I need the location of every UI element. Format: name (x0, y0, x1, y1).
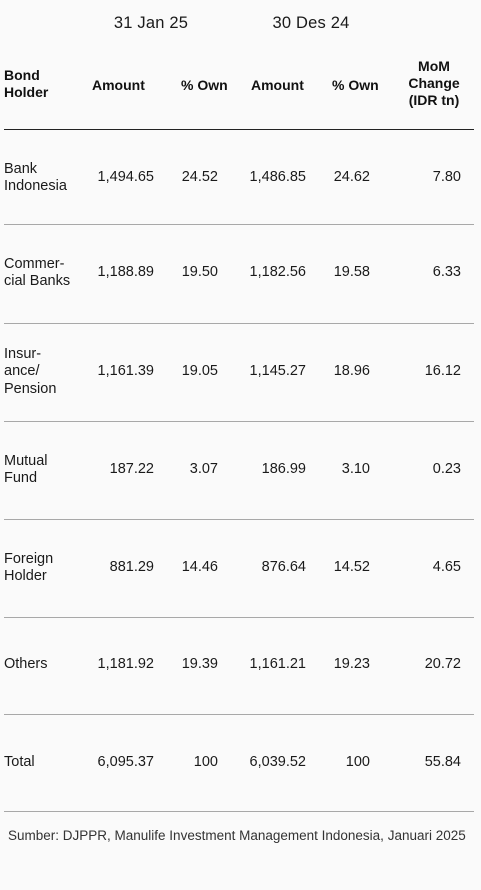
row-label-line: Fund (4, 470, 38, 486)
header-own-current: % Own (181, 77, 228, 93)
amount-current-cell: 1,188.89 (97, 264, 154, 281)
mom-change-cell: 16.12 (424, 363, 461, 380)
own-current-cell: 19.05 (181, 363, 218, 380)
row-label (4, 346, 84, 399)
row-label (4, 453, 84, 488)
own-current-cell: 14.46 (181, 559, 218, 576)
header-divider (4, 129, 474, 130)
row-divider (4, 519, 474, 520)
amount-previous-cell: 1,486.85 (249, 169, 306, 186)
amount-previous-cell: 1,161.21 (249, 656, 306, 673)
row-label-line: cial Banks (4, 273, 71, 289)
amount-previous-cell: 186.99 (261, 461, 306, 478)
own-previous-cell: 100 (345, 754, 370, 771)
mom-change-cell: 20.72 (424, 656, 461, 673)
row-label-line: Total (4, 754, 35, 771)
row-label-line: Others (4, 656, 48, 673)
own-current-cell: 24.52 (181, 169, 218, 186)
header-mom-change-line3: (IDR tn) (408, 92, 460, 108)
own-current-cell: 100 (193, 754, 218, 771)
amount-current-cell: 6,095.37 (97, 754, 154, 771)
header-mom-change (402, 58, 466, 109)
mom-change-cell: 4.65 (432, 559, 461, 576)
own-previous-cell: 3.10 (341, 461, 370, 478)
header-mom-change-line1: MoM (418, 58, 450, 74)
amount-current-cell: 187.22 (109, 461, 154, 478)
own-previous-cell: 19.58 (333, 264, 370, 281)
row-label-line: Holder (4, 568, 47, 584)
own-current-cell: 19.39 (181, 656, 218, 673)
period-current-heading: 31 Jan 25 (113, 14, 189, 32)
row-label (4, 161, 84, 196)
own-current-cell: 3.07 (189, 461, 218, 478)
amount-previous-cell: 1,182.56 (249, 264, 306, 281)
own-previous-cell: 14.52 (333, 559, 370, 576)
amount-previous-cell: 6,039.52 (249, 754, 306, 771)
row-divider (4, 421, 474, 422)
row-divider (4, 811, 474, 812)
own-previous-cell: 24.62 (333, 169, 370, 186)
mom-change-cell: 7.80 (432, 169, 461, 186)
header-amount-current: Amount (92, 77, 145, 93)
row-label-line: Bank (4, 160, 38, 177)
row-label (4, 551, 84, 586)
mom-change-cell: 55.84 (424, 754, 461, 771)
row-divider (4, 323, 474, 324)
row-label-line: Insur- (4, 345, 42, 362)
row-label-line: Foreign (4, 550, 54, 567)
row-label-line: Pension (4, 380, 57, 397)
header-bond-holder: Bond Holder (4, 67, 49, 100)
row-divider (4, 617, 474, 618)
mom-change-cell: 0.23 (432, 461, 461, 478)
amount-current-cell: 1,181.92 (97, 656, 154, 673)
amount-previous-cell: 1,145.27 (249, 363, 306, 380)
row-divider (4, 714, 474, 715)
row-divider (4, 224, 474, 225)
amount-current-cell: 1,161.39 (97, 363, 154, 380)
header-amount-previous: Amount (251, 77, 304, 93)
own-current-cell: 19.50 (181, 264, 218, 281)
source-note: Sumber: DJPPR, Manulife Investment Management Indonesia, Januari 2025 (8, 828, 466, 843)
row-label-line: Commer- (4, 255, 65, 272)
header-own-previous: % Own (332, 77, 379, 93)
row-label (4, 256, 84, 291)
amount-current-cell: 1,494.65 (97, 169, 154, 186)
row-label-line: Indonesia (4, 178, 67, 194)
row-label (4, 656, 84, 674)
amount-previous-cell: 876.64 (261, 559, 306, 576)
row-label (4, 754, 84, 772)
row-label-line: Mutual (4, 452, 48, 469)
own-previous-cell: 19.23 (333, 656, 370, 673)
header-mom-change-line2: Change (408, 75, 460, 91)
row-label-line: ance/ (4, 363, 40, 380)
amount-current-cell: 881.29 (109, 559, 154, 576)
period-previous-heading: 30 Des 24 (272, 14, 350, 32)
mom-change-cell: 6.33 (432, 264, 461, 281)
own-previous-cell: 18.96 (333, 363, 370, 380)
